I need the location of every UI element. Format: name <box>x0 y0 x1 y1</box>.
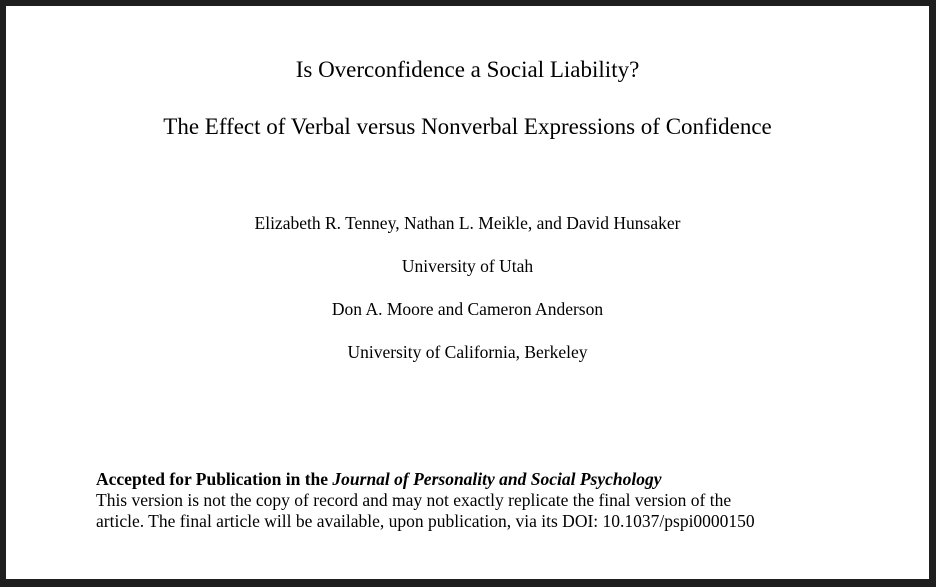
notice-text-line-2: article. The final article will be available, upon publication, via its DOI: 10.1037/pspi0000150 <box>96 511 755 531</box>
publication-notice <box>96 469 896 532</box>
affiliation-first: University of Utah <box>401 256 534 276</box>
paper-title-main: Is Overconfidence a Social Liability? <box>295 57 640 82</box>
notice-text-line-1: This version is not the copy of record and may not exactly replicate the final version of the <box>96 490 732 510</box>
acceptance-label: Accepted for Publication in the <box>96 469 333 489</box>
paper-title-subtitle: The Effect of Verbal versus Nonverbal Expressions of Confidence <box>163 114 772 139</box>
author-list-second: Don A. Moore and Cameron Anderson <box>331 299 604 319</box>
publication-notice-heading <box>96 469 896 490</box>
journal-name: Journal of Personality and Social Psychology <box>332 469 662 489</box>
document-page <box>6 6 929 579</box>
affiliation-second: University of California, Berkeley <box>347 342 588 362</box>
author-list-first: Elizabeth R. Tenney, Nathan L. Meikle, and David Hunsaker <box>254 213 681 233</box>
